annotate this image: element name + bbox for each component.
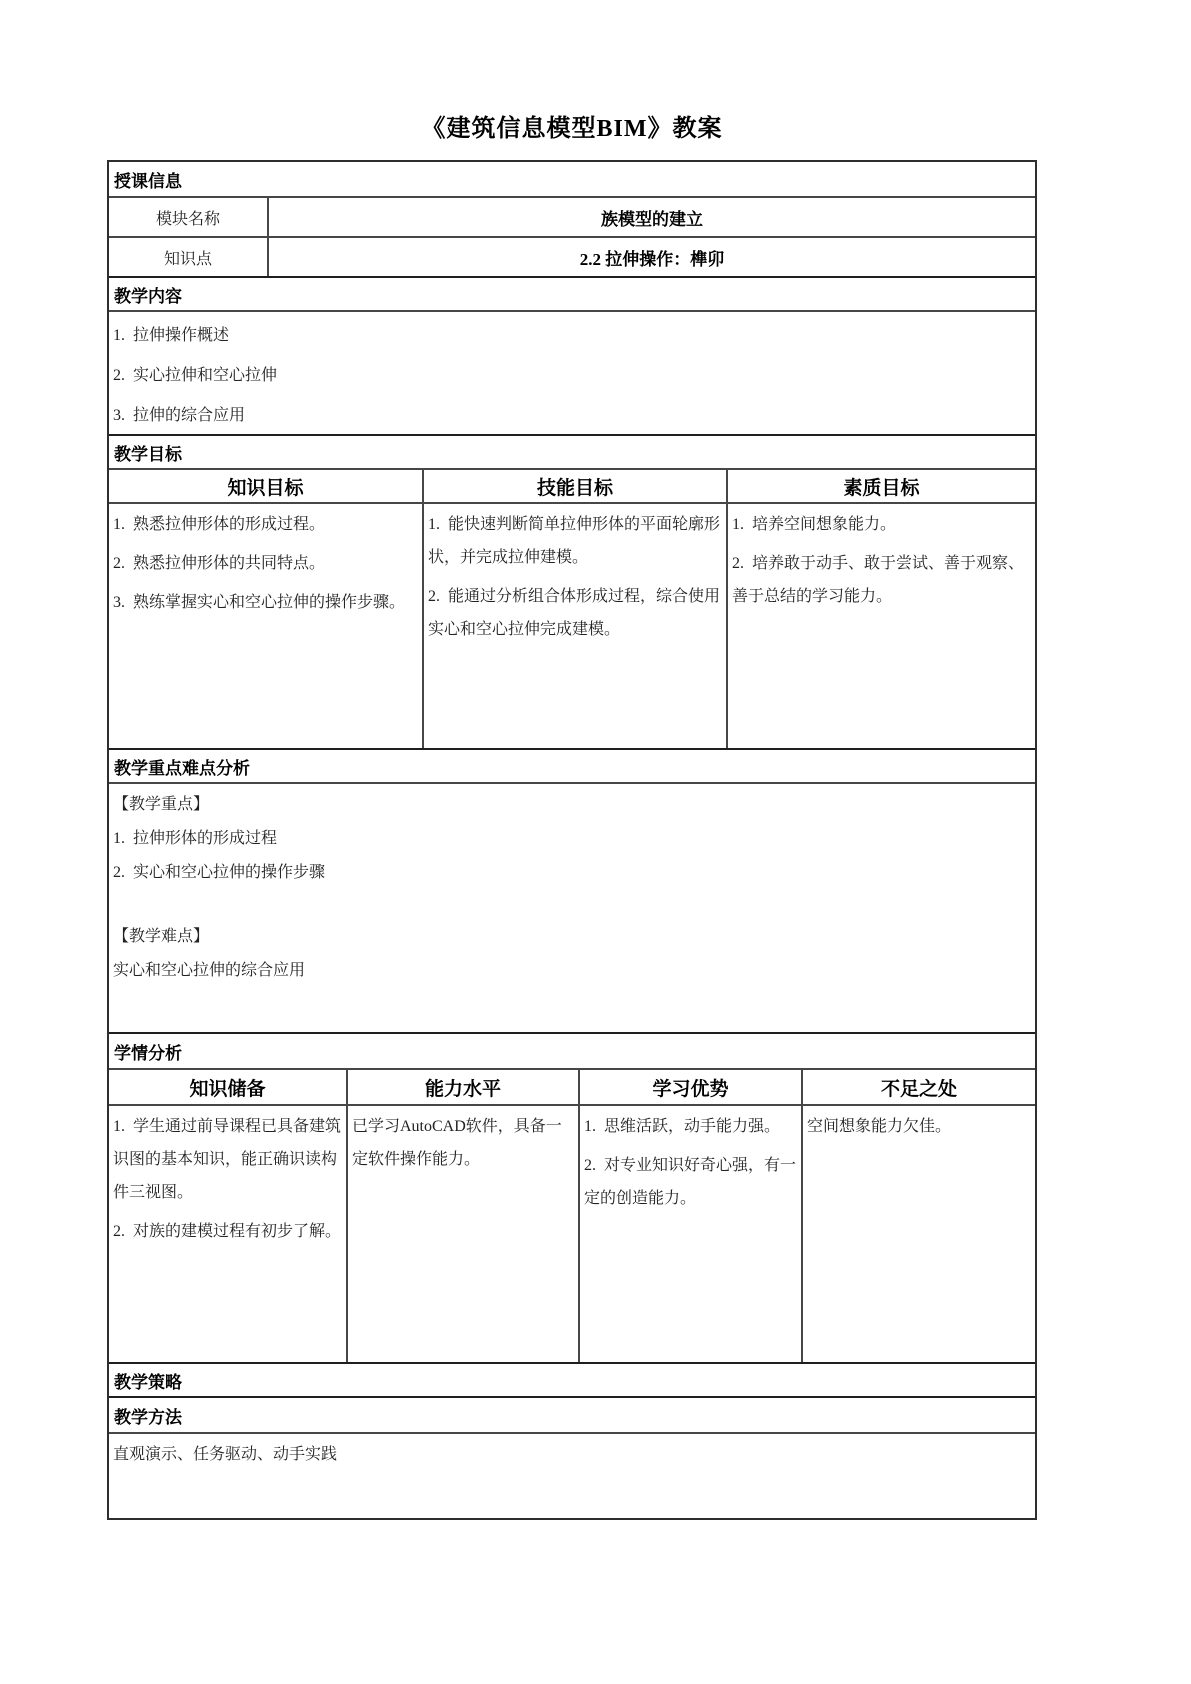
knowledge-point-value: 2.2 拉伸操作：榫卯 (267, 238, 1035, 276)
section-row-learner-analysis (109, 1032, 1035, 1068)
ability-level-cell (346, 1106, 578, 1362)
objective-item: 2. 能通过分析组合体形成过程，综合使用实心和空心拉伸完成建模。 (428, 588, 721, 638)
section-header-learner-analysis: 学情分析 (114, 1043, 182, 1063)
objective-column-header-quality: 素质目标 (726, 470, 1035, 502)
section-header-teaching-objectives: 教学目标 (114, 444, 182, 464)
learner-column-header-ability-level: 能力水平 (346, 1070, 578, 1104)
objective-item: 3. 熟练掌握实心和空心拉伸的操作步骤。 (113, 594, 406, 611)
section-header-teaching-method: 教学方法 (114, 1407, 182, 1427)
module-name-label: 模块名称 (155, 210, 220, 228)
lesson-plan-table (107, 160, 1037, 1520)
learning-strength-cell (578, 1106, 801, 1362)
objective-item: 2. 熟悉拉伸形体的共同特点。 (113, 555, 326, 572)
objective-item: 1. 培养空间想象能力。 (732, 516, 897, 533)
teaching-difficulty-label: 【教学难点】 (113, 928, 210, 945)
teaching-content-item: 1. 拉伸操作概述 (113, 327, 230, 344)
module-name-value: 族模型的建立 (267, 198, 1035, 236)
section-header-key-difficulty: 教学重点难点分析 (114, 758, 250, 778)
knowledge-objectives-cell (109, 504, 422, 748)
learner-column-header-learning-strength: 学习优势 (578, 1070, 801, 1104)
learner-analysis-item: 已学习AutoCAD软件，具备一定软件操作能力。 (352, 1118, 562, 1168)
objectives-body-row (109, 502, 1035, 748)
section-row-teaching-info (109, 162, 1035, 196)
teaching-method-body-row (109, 1432, 1035, 1518)
teaching-focus-label: 【教学重点】 (113, 796, 210, 813)
learner-column-header-weakness: 不足之处 (801, 1070, 1035, 1104)
learner-analysis-header-row (109, 1068, 1035, 1104)
section-header-teaching-content: 教学内容 (114, 286, 182, 306)
learner-analysis-item: 1. 思维活跃，动手能力强。 (584, 1118, 781, 1135)
teaching-content-item: 3. 拉伸的综合应用 (113, 407, 246, 424)
section-row-teaching-method (109, 1396, 1035, 1432)
learner-column-header-knowledge-reserve: 知识储备 (189, 1078, 266, 1100)
learner-analysis-item: 2. 对族的建模过程有初步了解。 (113, 1223, 342, 1240)
teaching-content-item: 2. 实心拉伸和空心拉伸 (113, 367, 278, 384)
knowledge-point-row (109, 236, 1035, 276)
key-difficulty-content (109, 784, 1035, 1032)
objective-item: 2. 培养敢于动手、敢于尝试、善于观察、善于总结的学习能力。 (732, 555, 1025, 605)
teaching-method-text: 直观演示、任务驱动、动手实践 (113, 1446, 338, 1463)
weakness-cell (801, 1106, 1035, 1362)
learner-analysis-item: 空间想象能力欠佳。 (807, 1118, 952, 1135)
teaching-content-row (109, 310, 1035, 434)
section-header-teaching-strategy: 教学策略 (114, 1372, 182, 1392)
objectives-header-row (109, 468, 1035, 502)
skill-objectives-cell (422, 504, 726, 748)
document-title: 《建筑信息模型BIM》教案 (421, 116, 723, 142)
quality-objectives-cell (726, 504, 1035, 748)
knowledge-point-label: 知识点 (163, 250, 212, 268)
objective-column-header-knowledge: 知识目标 (227, 477, 304, 499)
objective-item: 1. 熟悉拉伸形体的形成过程。 (113, 516, 326, 533)
section-row-teaching-content (109, 276, 1035, 310)
section-row-teaching-objectives (109, 434, 1035, 468)
objective-item: 1. 能快速判断简单拉伸形体的平面轮廓形状，并完成拉伸建模。 (428, 516, 721, 566)
learner-analysis-body-row (109, 1104, 1035, 1362)
module-name-row (109, 196, 1035, 236)
teaching-content-list (109, 312, 1035, 434)
objective-column-header-skill: 技能目标 (422, 470, 726, 502)
section-row-teaching-strategy (109, 1362, 1035, 1396)
key-difficulty-body-row (109, 782, 1035, 1032)
teaching-method-content-cell (109, 1434, 1035, 1518)
teaching-focus-item: 2. 实心和空心拉伸的操作步骤 (113, 864, 326, 881)
teaching-difficulty-text: 实心和空心拉伸的综合应用 (113, 962, 306, 979)
section-header-teaching-info: 授课信息 (114, 171, 182, 191)
section-row-key-difficulty (109, 748, 1035, 782)
teaching-focus-item: 1. 拉伸形体的形成过程 (113, 830, 278, 847)
knowledge-reserve-cell (109, 1106, 346, 1362)
learner-analysis-item: 1. 学生通过前导课程已具备建筑识图的基本知识，能正确识读构件三视图。 (113, 1118, 342, 1201)
learner-analysis-item: 2. 对专业知识好奇心强，有一定的创造能力。 (584, 1157, 797, 1207)
